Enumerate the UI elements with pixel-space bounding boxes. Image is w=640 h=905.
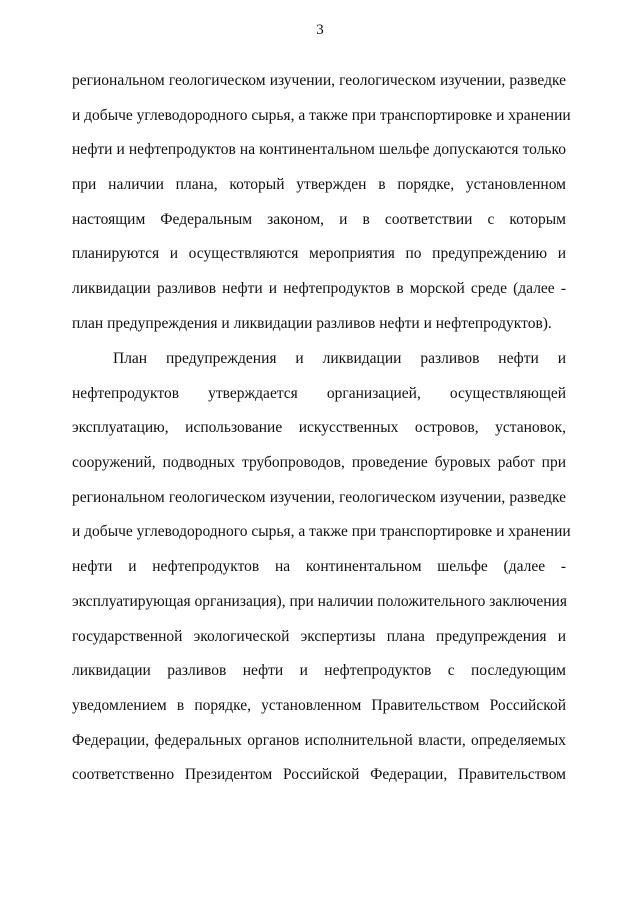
paragraph-line: региональном геологическом изучении, геологическом изучении, разведке xyxy=(72,72,566,89)
paragraph-line: при наличии плана, который утвержден в порядке, установленном xyxy=(72,176,566,194)
page-number: 3 xyxy=(316,22,324,38)
paragraph-line: ликвидации разливов нефти и нефтепродуктов с последующим xyxy=(72,662,566,680)
paragraph-line: и добыче углеводородного сырья, а также при транспортировке и хранении xyxy=(72,106,571,124)
paragraph-line: уведомлением в порядке, установленном Правительством Российской xyxy=(72,696,566,714)
paragraph-line: региональном геологическом изучении, геологическом изучении, разведке xyxy=(72,488,566,506)
paragraph-line: эксплуатацию, использование искусственных островов, установок, xyxy=(72,419,566,437)
paragraph-line: соответственно Президентом Российской Федерации, Правительством xyxy=(72,766,566,784)
paragraph-line: ликвидации разливов нефти и нефтепродуктов в морской среде (далее - xyxy=(72,280,566,298)
paragraph-line: сооружений, подводных трубопроводов, проведение буровых работ при xyxy=(72,454,566,472)
paragraph-line: планируются и осуществляются мероприятия по предупреждению и xyxy=(72,245,566,263)
paragraph-line: и добыче углеводородного сырья, а также при транспортировке и хранении xyxy=(72,523,571,541)
paragraph-line: План предупреждения и ликвидации разливов нефти и xyxy=(113,350,566,367)
paragraph-line: государственной экологической экспертизы плана предупреждения и xyxy=(72,627,566,645)
paragraph-line: план предупреждения и ликвидации разливов нефти и нефтепродуктов). xyxy=(72,314,552,332)
paragraph-line: Федерации, федеральных органов исполнительной власти, определяемых xyxy=(72,731,566,749)
paragraph-2 xyxy=(72,342,571,793)
paragraph-line: эксплуатирующая организация), при наличии положительного заключения xyxy=(72,592,567,610)
paragraph-line: нефти и нефтепродуктов на континентальном шельфе допускаются только xyxy=(72,141,566,159)
paragraph-1 xyxy=(72,64,571,342)
paragraph-line: нефтепродуктов утверждается организацией, осуществляющей xyxy=(72,384,566,402)
paragraph-line: настоящим Федеральным законом, и в соответствии с которым xyxy=(72,210,566,228)
paragraph-line: нефти и нефтепродуктов на континентальном шельфе (далее - xyxy=(72,558,566,576)
